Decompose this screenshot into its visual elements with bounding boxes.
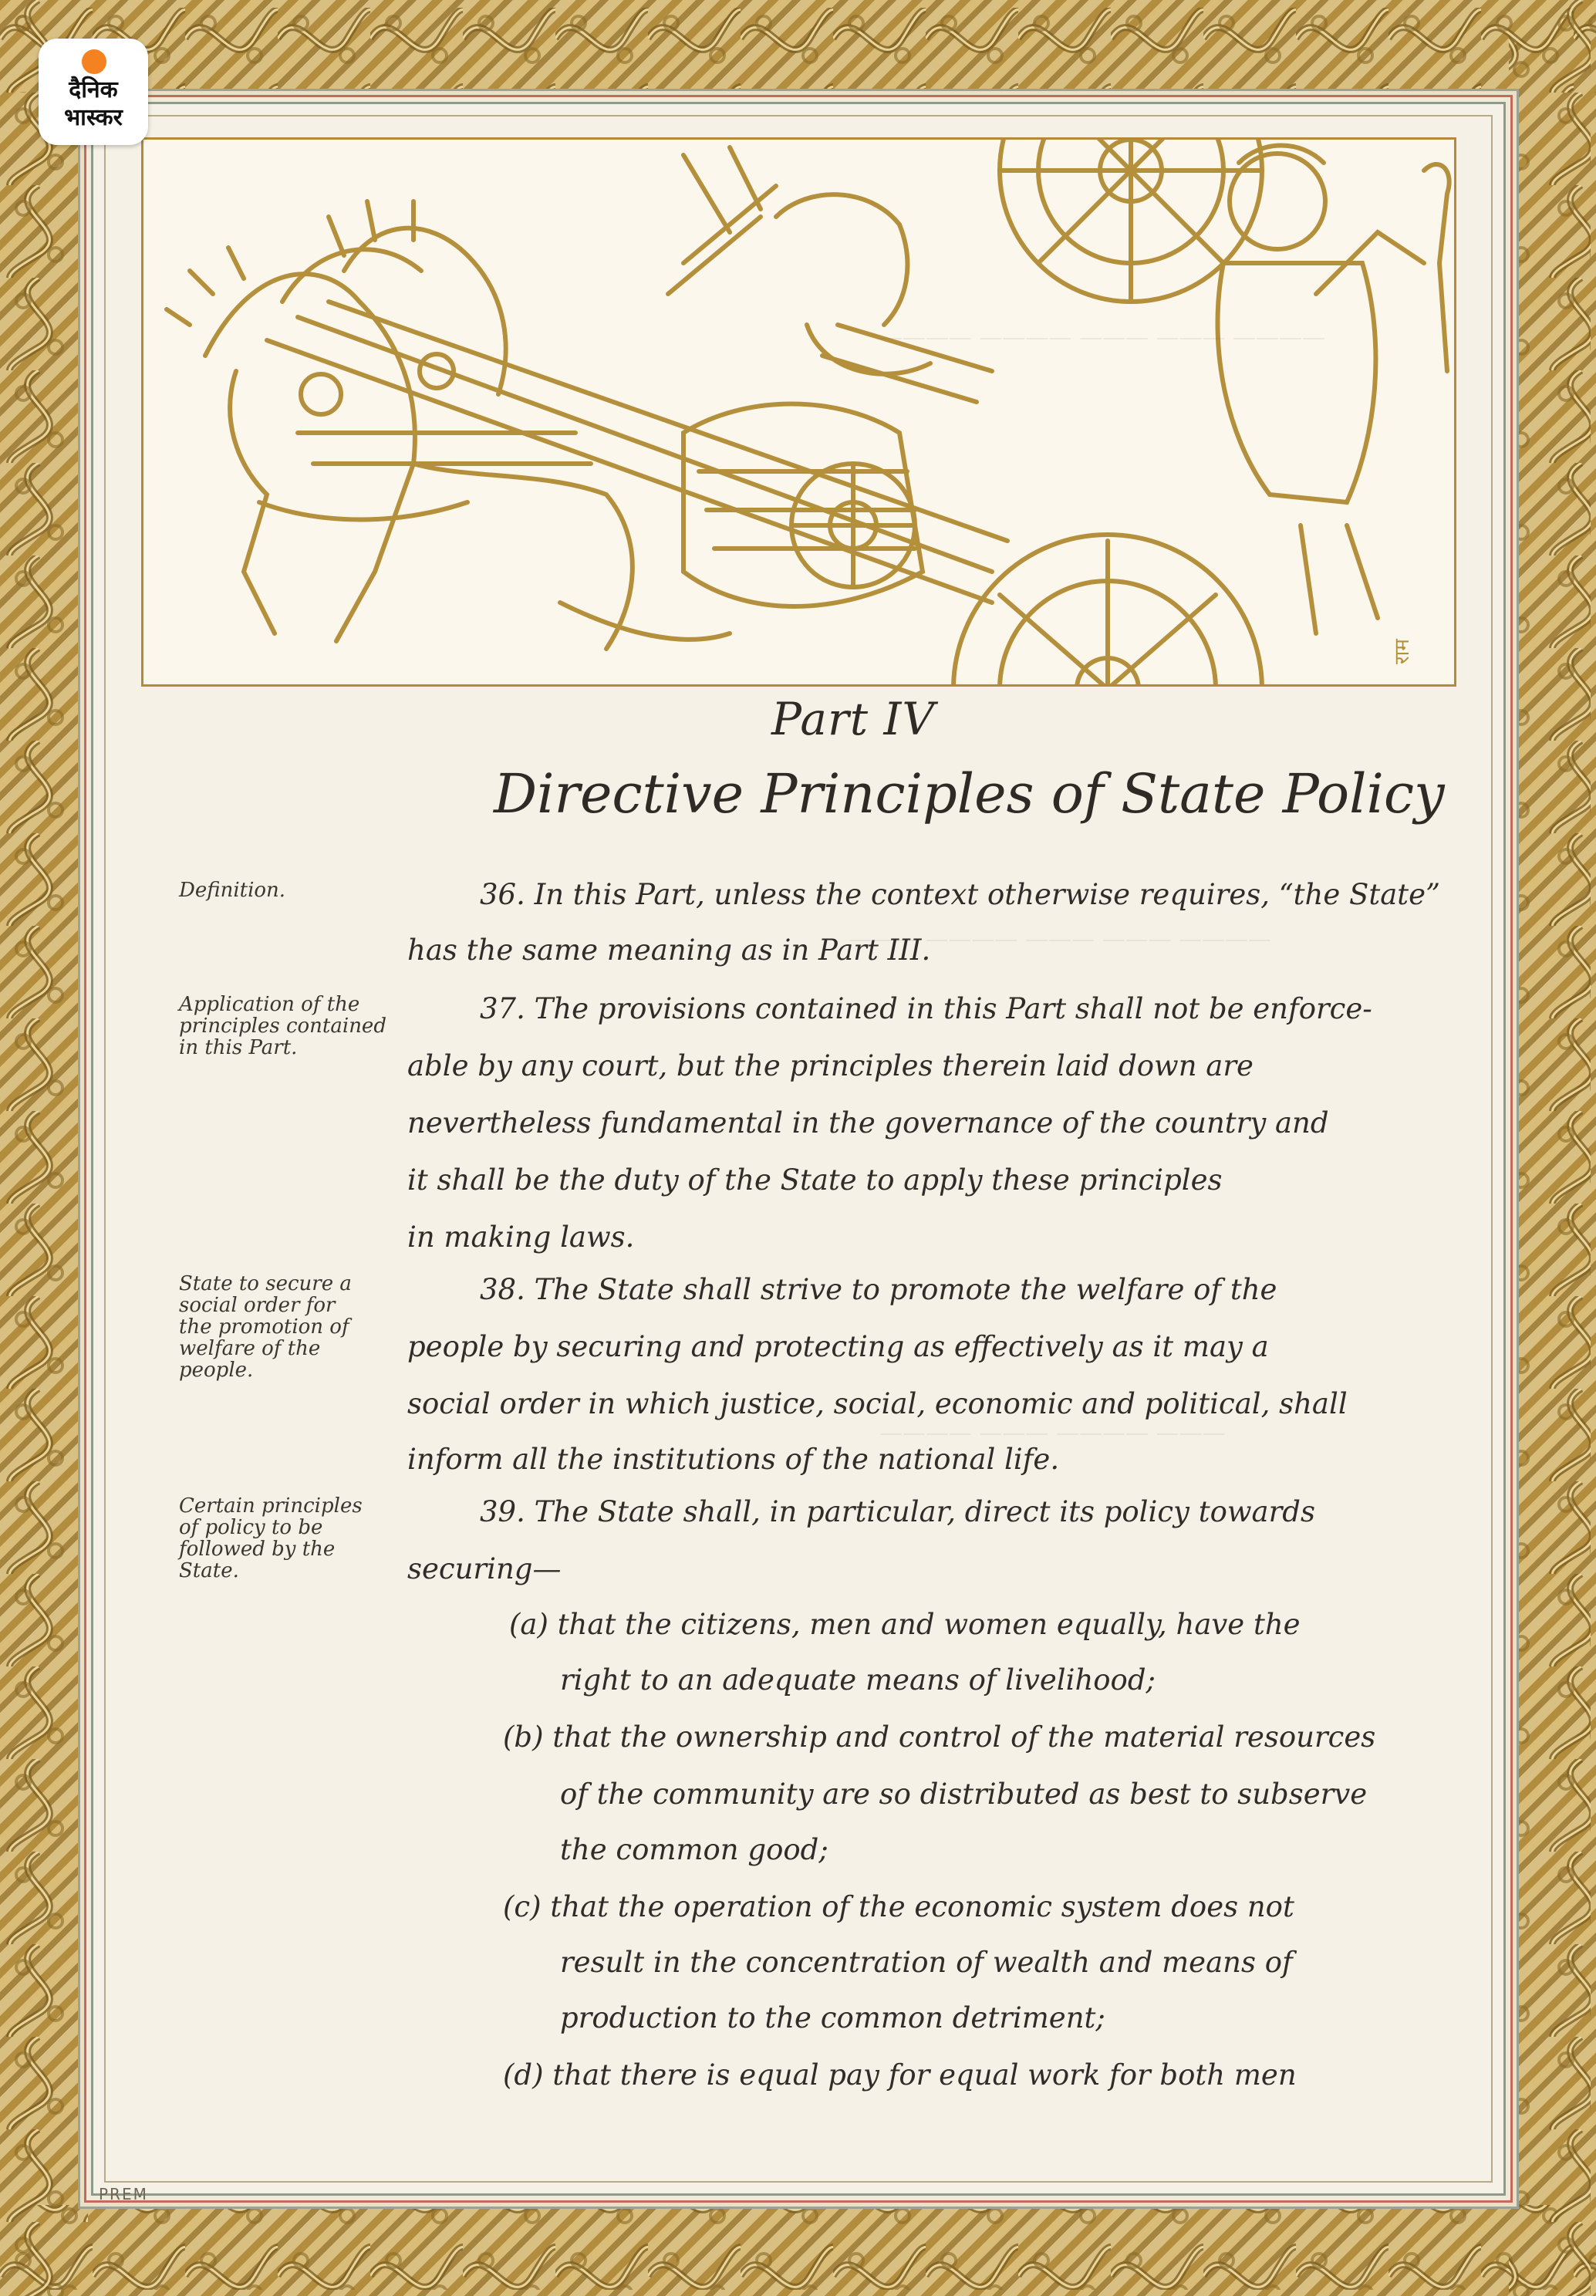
margin-note-principles-policy: Certain principles of policy to be followed by the State. bbox=[179, 1494, 363, 1582]
chariot-drawing bbox=[143, 140, 1456, 687]
bleed-through-text: ———— ———— ——— ——— ———— bbox=[879, 324, 1326, 351]
logo-text-line2: भास्कर bbox=[64, 104, 123, 131]
article-38-line: 38. The State shall strive to promote the welfare of the bbox=[480, 1273, 1277, 1306]
logo-sun-dot bbox=[82, 49, 106, 74]
article-38-line: social order in which justice, social, economic and political, shall bbox=[407, 1387, 1348, 1420]
bleed-through-text: ———— ——— ———— ——— bbox=[879, 1420, 1226, 1447]
article-38-line: people by securing and protecting as effectively as it may a bbox=[407, 1330, 1269, 1363]
article-39-clause-b: (b) that the ownership and control of the material resources bbox=[503, 1720, 1376, 1754]
margin-note-social-order: State to secure a social order for the promotion of welfare of the people. bbox=[179, 1272, 352, 1382]
part-heading: Part IV bbox=[771, 693, 936, 745]
article-37-line: it shall be the duty of the State to apply these principles bbox=[407, 1163, 1223, 1197]
chariot-illustration bbox=[141, 137, 1456, 687]
article-37-line: in making laws. bbox=[407, 1221, 635, 1254]
article-39-clause-b: of the community are so distributed as best to subserve bbox=[560, 1778, 1368, 1811]
dainik-bhaskar-logo bbox=[39, 39, 148, 145]
article-36-line: 36. In this Part, unless the context otherwise requires, “the State” bbox=[480, 878, 1440, 911]
article-37-line: 37. The provisions contained in this Part shall not be enforce- bbox=[480, 992, 1372, 1025]
article-38-line: inform all the institutions of the national life. bbox=[407, 1443, 1060, 1476]
article-39-line: 39. The State shall, in particular, direct its policy towards bbox=[480, 1495, 1315, 1528]
article-36-line: has the same meaning as in Part III. bbox=[407, 934, 931, 967]
article-37-line: nevertheless fundamental in the governance of the country and bbox=[407, 1106, 1329, 1140]
article-39-clause-c: production to the common detriment; bbox=[560, 2001, 1105, 2034]
article-39-clause-a: right to an adequate means of livelihood; bbox=[560, 1663, 1156, 1697]
margin-note-application: Application of the principles contained in this Part. bbox=[179, 993, 386, 1059]
article-39-clause-a: (a) that the citizens, men and women equally, have the bbox=[509, 1608, 1301, 1641]
article-39-clause-d: (d) that there is equal pay for equal work for both men bbox=[503, 2058, 1297, 2092]
article-37-line: able by any court, but the principles therein laid down are bbox=[407, 1049, 1254, 1082]
article-39-clause-b: the common good; bbox=[560, 1833, 828, 1866]
artist-signature: PREM bbox=[99, 2185, 148, 2203]
page-title: Directive Principles of State Policy bbox=[494, 762, 1445, 826]
illustration-signature: राम bbox=[1391, 639, 1414, 664]
article-39-line: securing— bbox=[407, 1552, 562, 1585]
article-39-clause-c: result in the concentration of wealth and means of bbox=[560, 1946, 1293, 1979]
bleed-through-text: ——— ———— ——— ——— ———— bbox=[849, 926, 1272, 953]
article-39-clause-c: (c) that the operation of the economic system does not bbox=[503, 1890, 1294, 1923]
logo-text-line1: दैनिक bbox=[69, 76, 118, 103]
margin-note-definition: Definition. bbox=[179, 879, 286, 902]
